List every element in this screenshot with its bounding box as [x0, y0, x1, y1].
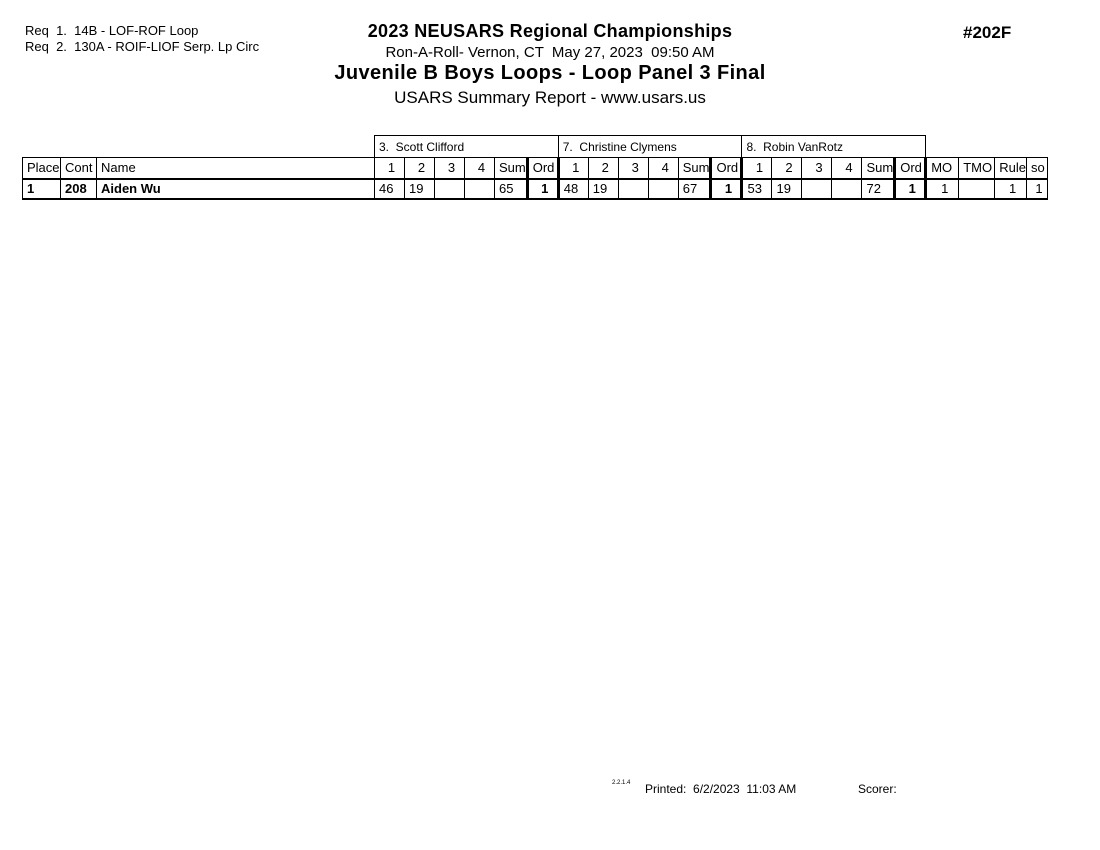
col-header-j2-ord: Ord: [711, 158, 742, 179]
cell-j2-sum: 67: [678, 179, 711, 199]
summary-table: [22, 135, 1048, 200]
event-number: #202F: [963, 23, 1012, 42]
req-line-1: Req 1. 14B - LOF-ROF Loop: [25, 23, 199, 38]
cell-place: 1: [23, 179, 61, 199]
cell-mo: 1: [926, 179, 959, 199]
cell-tmo: [959, 179, 995, 199]
col-header-j1-sum: Sum: [495, 158, 528, 179]
judge-row-right-spacer: [926, 136, 1048, 158]
cell-j2-mark2: 19: [588, 179, 618, 199]
competitor-row: [23, 179, 1048, 199]
judge-row-left-spacer: [23, 136, 375, 158]
cell-j3-ordinal: 1: [895, 179, 926, 199]
col-header-j2-3: 3: [618, 158, 648, 179]
col-header-j2-sum: Sum: [678, 158, 711, 179]
cell-j2-mark3: [618, 179, 648, 199]
cell-j2-mark1: 48: [558, 179, 588, 199]
event-title: Juvenile B Boys Loops - Loop Panel 3 Final: [334, 62, 766, 84]
judge-2-name: 7. Christine Clymens: [558, 136, 742, 158]
col-header-mo: MO: [926, 158, 959, 179]
cell-j1-mark4: [465, 179, 495, 199]
col-header-place: Place: [23, 158, 61, 179]
cell-j3-mark4: [832, 179, 862, 199]
cell-j3-mark2: 19: [772, 179, 802, 199]
col-header-rule: Rule: [995, 158, 1027, 179]
printed-timestamp: Printed: 6/2/2023 11:03 AM: [645, 782, 797, 796]
cell-j2-ordinal: 1: [711, 179, 742, 199]
cell-j3-mark3: [802, 179, 832, 199]
cell-contestant-number: 208: [61, 179, 97, 199]
report-subtitle: USARS Summary Report - www.usars.us: [394, 88, 706, 107]
cell-j1-mark3: [435, 179, 465, 199]
col-header-j3-ord: Ord: [895, 158, 926, 179]
cell-j3-sum: 72: [862, 179, 895, 199]
col-header-j1-2: 2: [405, 158, 435, 179]
col-header-j2-2: 2: [588, 158, 618, 179]
col-header-j1-4: 4: [465, 158, 495, 179]
cell-j1-sum: 65: [495, 179, 528, 199]
col-header-name: Name: [97, 158, 375, 179]
col-header-j3-1: 1: [742, 158, 772, 179]
venue-datetime: Ron-A-Roll- Vernon, CT May 27, 2023 09:50 AM: [385, 44, 715, 61]
judge-header-row: [23, 136, 1048, 158]
col-header-j1-3: 3: [435, 158, 465, 179]
judge-3-name: 8. Robin VanRotz: [742, 136, 926, 158]
cell-rule: 1: [995, 179, 1027, 199]
col-header-j2-4: 4: [648, 158, 678, 179]
cell-j3-mark1: 53: [742, 179, 772, 199]
col-header-so: so: [1026, 158, 1047, 179]
cell-j1-mark2: 19: [405, 179, 435, 199]
col-header-j3-2: 2: [772, 158, 802, 179]
report-title: 2023 NEUSARS Regional Championships: [367, 21, 733, 41]
column-header-row: [23, 158, 1048, 179]
col-header-cont: Cont: [61, 158, 97, 179]
scorer-label: Scorer:: [858, 782, 897, 796]
req-line-2: Req 2. 130A - ROIF-LIOF Serp. Lp Circ: [25, 39, 260, 54]
software-version: 2.2.1.4: [612, 780, 631, 786]
cell-j1-mark1: 46: [375, 179, 405, 199]
cell-j1-ordinal: 1: [527, 179, 558, 199]
cell-j2-mark4: [648, 179, 678, 199]
col-header-j2-1: 1: [558, 158, 588, 179]
cell-competitor-name: Aiden Wu: [97, 179, 375, 199]
col-header-j1-ord: Ord: [527, 158, 558, 179]
col-header-j3-3: 3: [802, 158, 832, 179]
col-header-j1-1: 1: [375, 158, 405, 179]
cell-so: 1: [1026, 179, 1047, 199]
col-header-j3-sum: Sum: [862, 158, 895, 179]
col-header-j3-4: 4: [832, 158, 862, 179]
judge-1-name: 3. Scott Clifford: [375, 136, 559, 158]
col-header-tmo: TMO: [959, 158, 995, 179]
